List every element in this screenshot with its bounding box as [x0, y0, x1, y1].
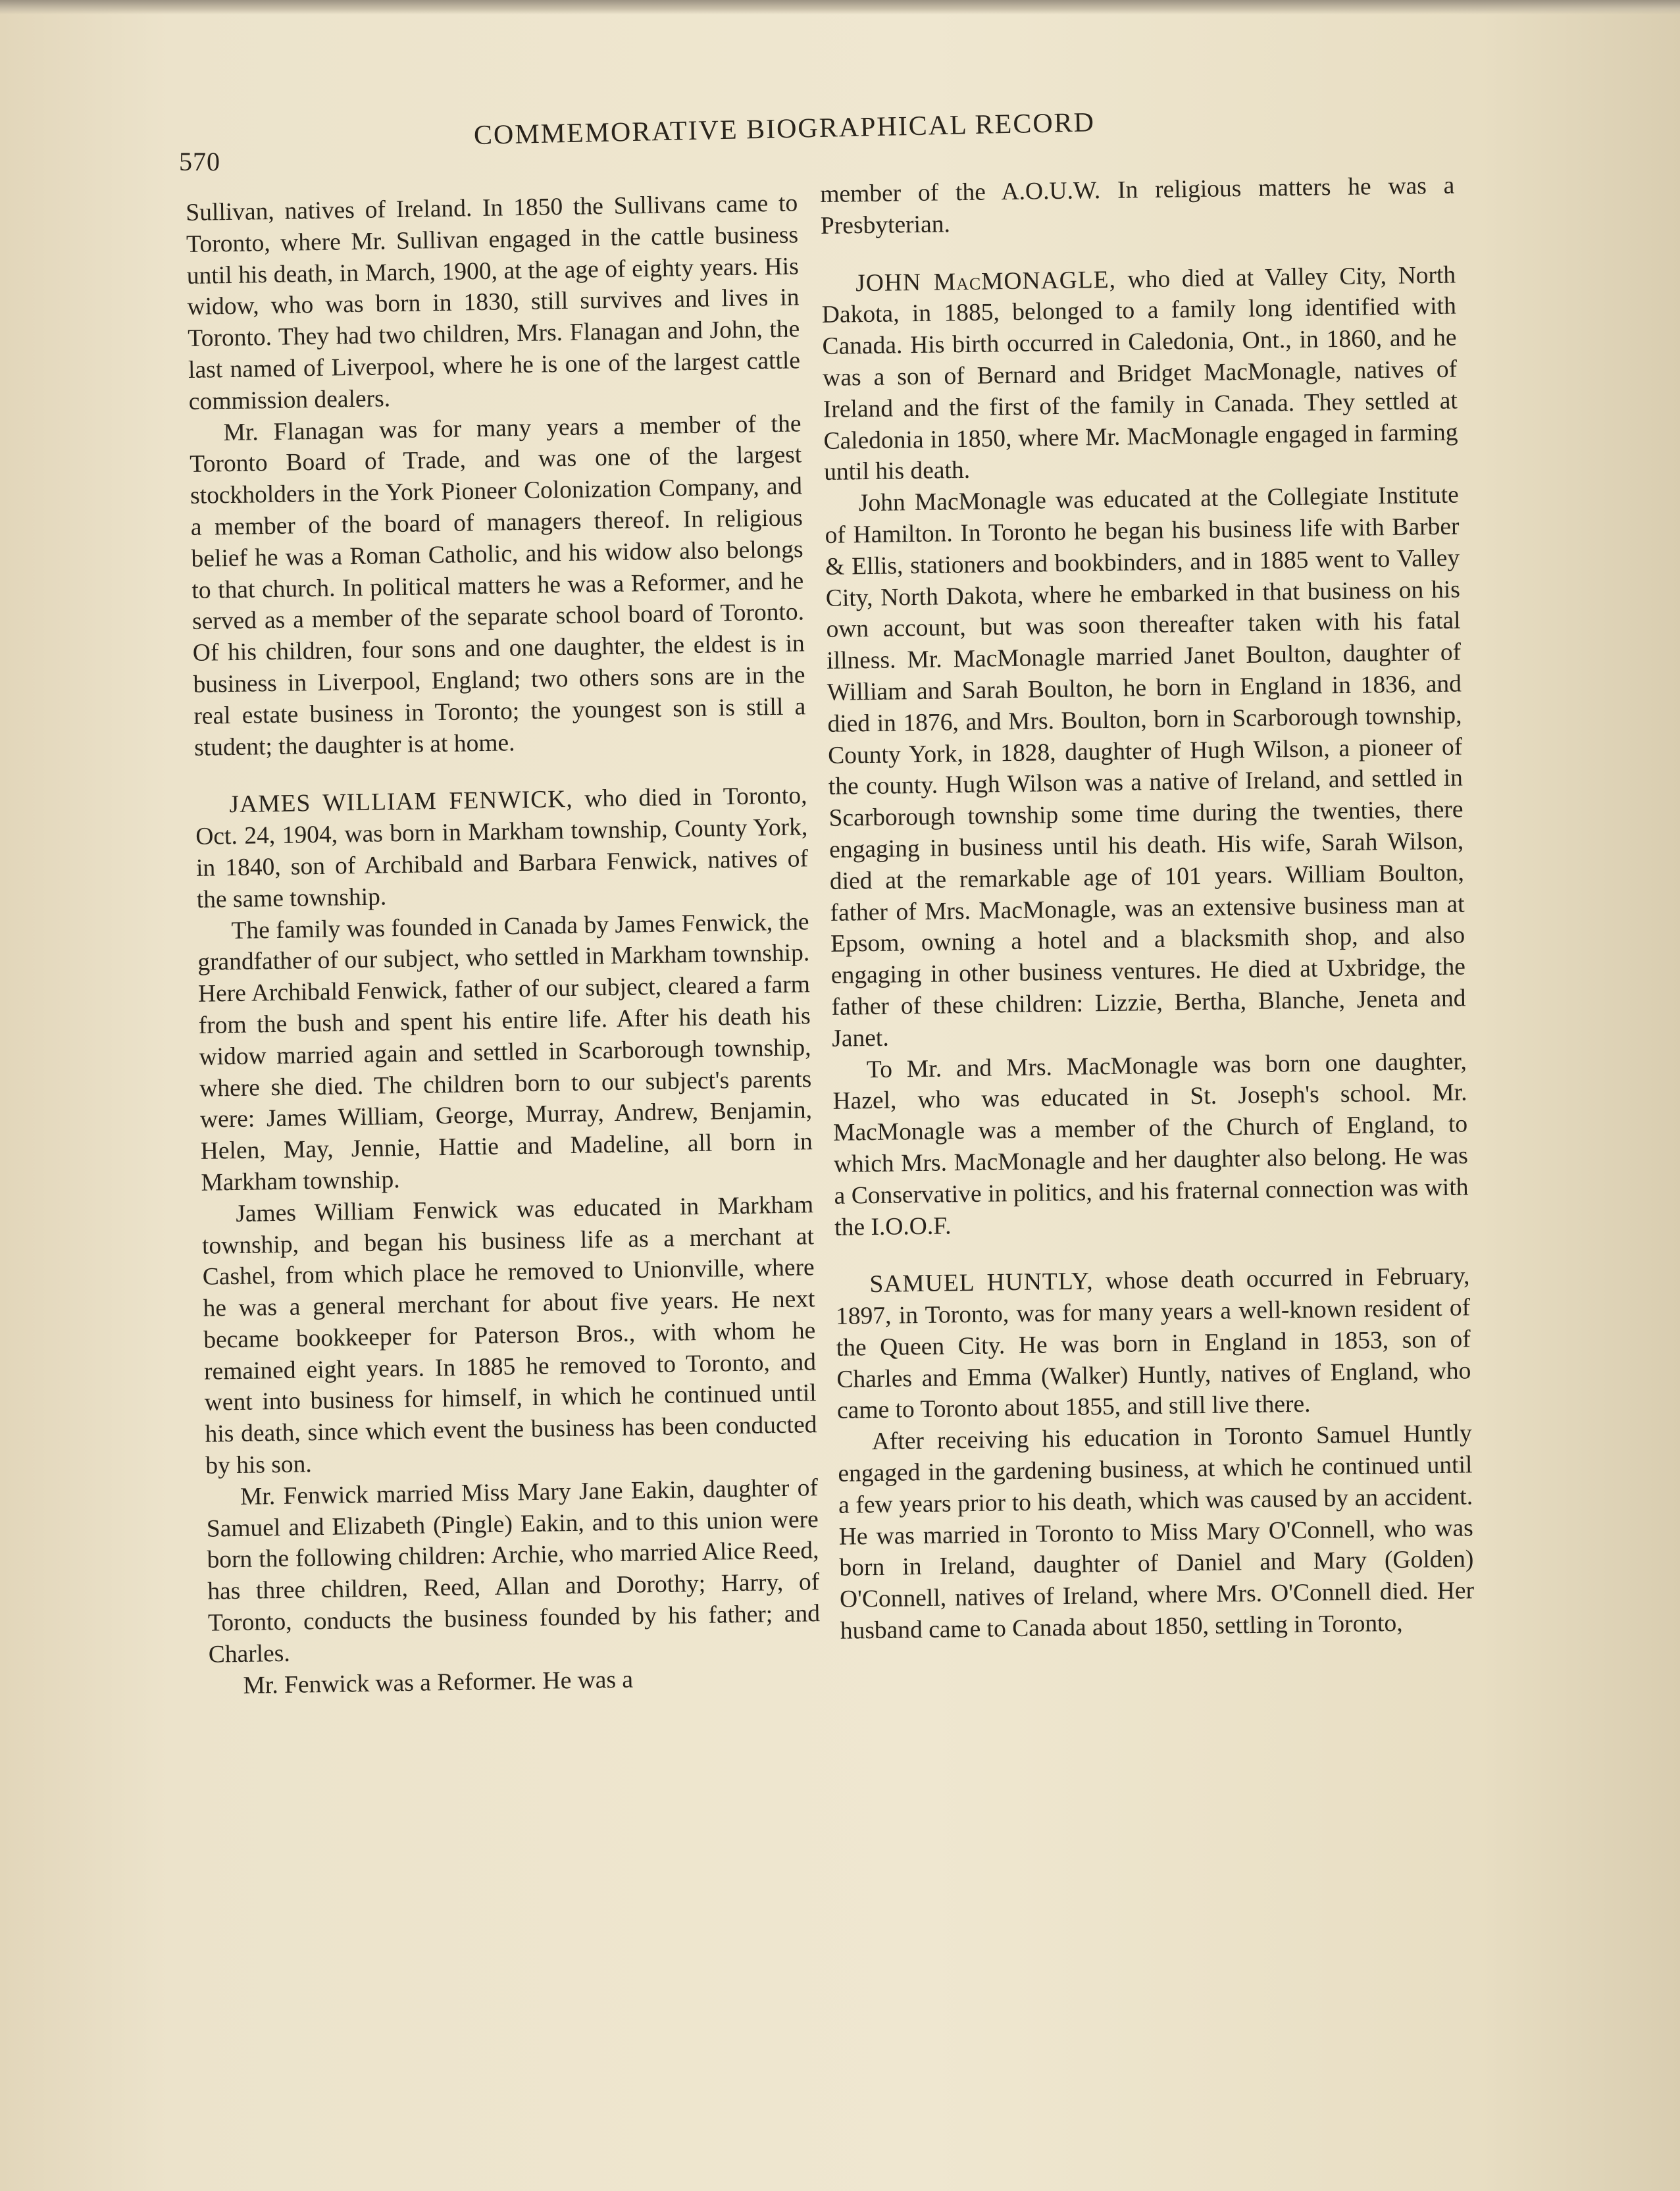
name-part: JOHN M	[855, 268, 957, 297]
left-column	[186, 188, 821, 1702]
paragraph: Sullivan, natives of Ireland. In 1850 the Sullivans came to Toronto, where Mr. Sullivan engaged in the cattle business until his death, in March, 1900, at the age of eighty years. His widow, who was born in 1830, still survives and lives in Toronto. They had two children, Mrs. Flanagan and John, the last named of Liverpool, where he is one of the largest cattle commission dealers.	[186, 190, 801, 415]
running-head: COMMEMORATIVE BIOGRAPHICAL RECORD	[473, 107, 1096, 151]
paragraph: The family was founded in Canada by James Fenwick, the grandfather of our subject, who settled in Markham township. Here Archibald Fenwick, father of our subject, cleared a farm from the bush and spent his entire life. After his death his widow married again and settled in Scarborough township, where she died. The children born to our subject's parents were: James William, George, Murray, Andrew, Benjamin, Helen, May, Jennie, Hattie and Madeline, all born in Markham township.	[197, 908, 813, 1197]
biography-name	[855, 266, 1116, 297]
paragraph: Mr. Fenwick was a Reformer. He was a	[243, 1666, 634, 1699]
right-column	[820, 170, 1475, 1647]
biography-heading-paragraph	[835, 1261, 1471, 1427]
paragraph: Mr. Flanagan was for many years a member of the Toronto Board of Trade, and was one of the largest stockholders in the York Pioneer Colonization Company, and a member of the board of managers thereof. In religious belief he was a Roman Catholic, and his widow also belongs to that church. In political matters he was a Reformer, and he served as a member of the separate school board of Toronto. Of his children, four sons and one daughter, the eldest is in business in Liverpool, England; two others sons are in the real estate business in Toronto; the youngest son is still a student; the daughter is at home.	[190, 409, 806, 761]
paragraph: James William Fenwick was educated in Markham township, and began his business life as a merchant at Cashel, from which place he removed to Unionville, where he was a general merchant for about five years. He next became bookkeeper for Paterson Bros., with whom he remained eight years. In 1885 he removed to Toronto, and went into business for himself, in which he continued until his death, since which event the business has been conducted by his son.	[201, 1191, 817, 1480]
page-number: 570	[179, 147, 220, 176]
page-top-edge	[0, 0, 1680, 14]
name-part: MONAGLE,	[980, 266, 1117, 296]
paragraph: John MacMonagle was educated at the Collegiate Institute of Hamilton. In Toronto he began his business life with Barber & Ellis, stationers and bookbinders, and in 1885 went to Valley City, North Dakota, where he embarked in that business on his own account, but was soon thereafter taken with his fatal illness. Mr. MacMonagle married Janet Boulton, daughter of William and Sarah Boulton, he born in England in 1836, and died in 1876, and Mrs. Boulton, born in Scarborough township, County York, in 1828, daughter of Hugh Wilson, a pioneer of the county. Hugh Wilson was a native of Ireland, and settled in Scarborough township some time during the twenties, there engaging in business until his death. His wife, Sarah Wilson, died at the remarkable age of 101 years. William Boulton, father of Mrs. MacMonagle, was an extensive business man at Epsom, owning a hotel and a blacksmith shop, and also engaging in other business ventures. He died at Uxbridge, the father of these children: Lizzie, Bertha, Blanche, Jeneta and Janet.	[825, 481, 1466, 1052]
biography-name: SAMUEL HUNTLY,	[869, 1268, 1094, 1299]
name-part: ac	[955, 268, 982, 296]
paragraph-text: who died at Valley City, North Dakota, in 1885, belonged to a family long identified with Canada. His birth occurred in Caledonia, Ont., in 1860, and he was a son of Bernard and Bridget MacMonagle, natives of Ireland and the first of the family in Canada. They settled at Caledonia in 1850, where Mr. MacMonagle engaged in farming until his death.	[821, 261, 1458, 486]
paragraph: member of the A.O.U.W. In religious matters he was a Presbyterian.	[820, 172, 1455, 240]
biography-heading-paragraph	[195, 781, 809, 916]
paragraph-text: whose death occurred in February, 1897, in Toronto, was for many years a well-known resident of the Queen City. He was born in England in 1853, son of Charles and Emma (Walker) Huntly, natives of England, who came to Toronto about 1855, and still live there.	[835, 1262, 1471, 1425]
paragraph-text: who died in Toronto, Oct. 24, 1904, was born in Markham township, County York, in 1840, son of Archibald and Barbara Fenwick, natives of the same township.	[195, 782, 809, 914]
paragraph: To Mr. and Mrs. MacMonagle was born one daughter, Hazel, who was educated in St. Joseph's school. Mr. MacMonagle was a member of the Church of England, to which Mrs. MacMonagle and her daughter also belong. He was a Conservative in politics, and his fraternal connection was with the I.O.O.F.	[832, 1047, 1469, 1241]
paragraph: Mr. Fenwick married Miss Mary Jane Eakin, daughter of Samuel and Elizabeth (Pingle) Eakin, and to this union were born the following children: Archie, who married Alice Reed, has three children, Reed, Allan and Dorothy; Harry, of Toronto, conducts the business founded by his father; and Charles.	[206, 1474, 821, 1668]
biography-heading-paragraph	[821, 259, 1459, 488]
paragraph: After receiving his education in Toronto Samuel Huntly engaged in the gardening business, at which he continued until a few years prior to his death, which was caused by an accident. He was married in Toronto to Miss Mary O'Connell, who was born in Ireland, daughter of Daniel and Mary (Golden) O'Connell, natives of Ireland, where Mrs. O'Connell died. Her husband came to Canada about 1850, settling in Toronto,	[838, 1420, 1475, 1645]
biography-name: JAMES WILLIAM FENWICK,	[229, 786, 573, 819]
